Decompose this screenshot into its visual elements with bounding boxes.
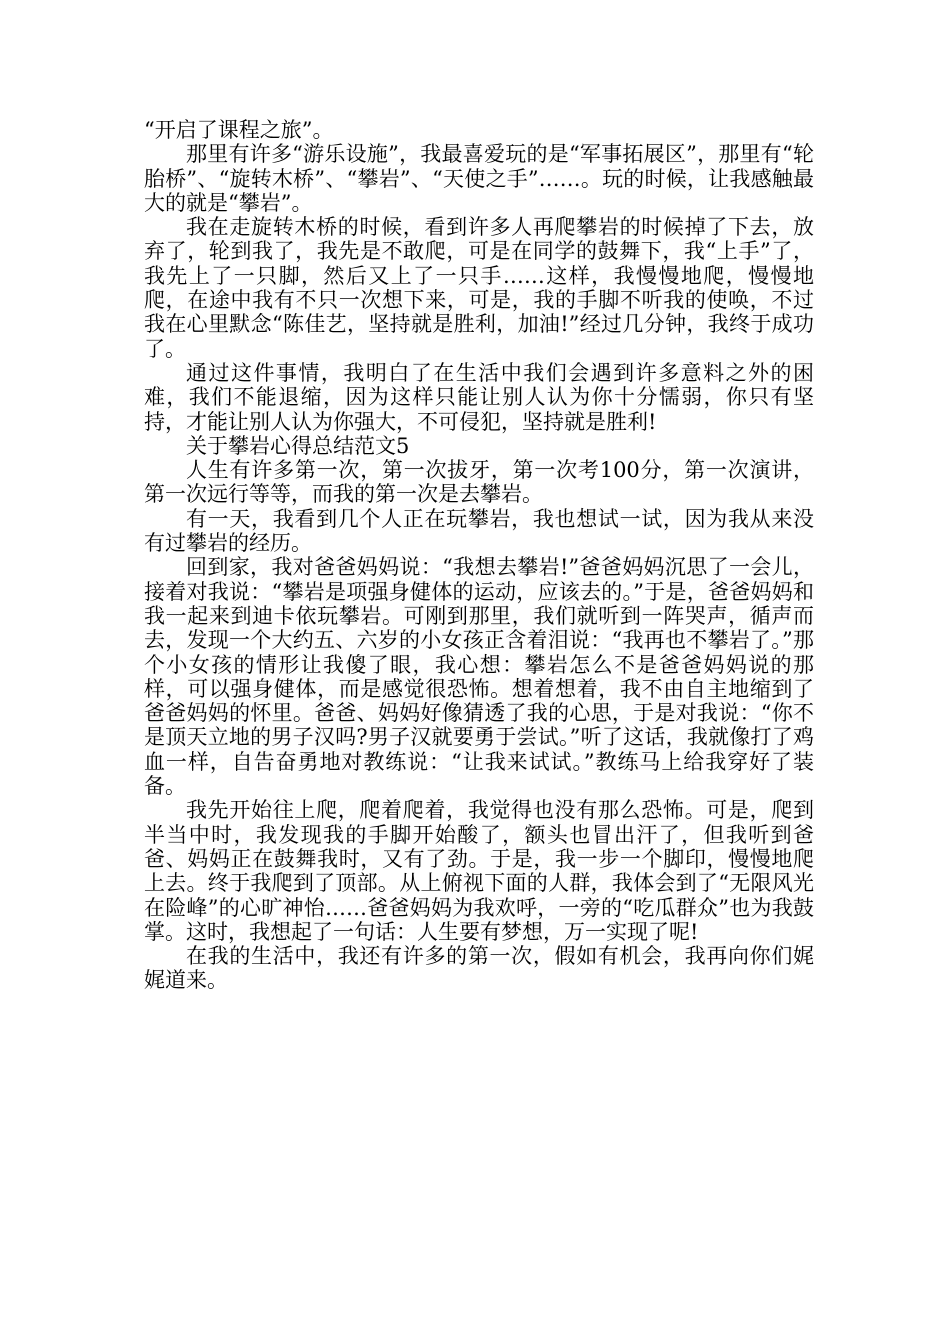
paragraph-facilities: 那里有许多“游乐设施”，我最喜爱玩的是“军事拓展区”，那里有“轮胎桥”、“旋转木桥”、“攀岩”、“天使之手”……。玩的时候，让我感触最大的就是“攀岩”。 — [144, 142, 814, 215]
document-page — [144, 118, 814, 993]
section-heading: 关于攀岩心得总结范文5 — [186, 433, 410, 458]
paragraph-firsts: 人生有许多第一次，第一次拔牙，第一次考100分，第一次演讲，第一次远行等等，而我的第一次是去攀岩。 — [144, 458, 814, 507]
paragraph-continuation: “开启了课程之旅”。 — [144, 118, 334, 142]
paragraph-one-day: 有一天，我看到几个人正在玩攀岩，我也想试一试，因为我从来没有过攀岩的经历。 — [144, 506, 814, 556]
paragraph-climbing-up: 我先开始往上爬，爬着爬着，我觉得也没有那么恐怖。可是，爬到半当中时，我发现我的手脚开始酸了，额头也冒出汗了，但我听到爸爸、妈妈正在鼓舞我时，又有了劲。于是，我一步一个脚印，慢慢地爬上去。终于我爬到了顶部。从上俯视下面的人群，我体会到了“无限风光在险峰”的心旷神怡……爸爸妈妈为我欢呼，一旁的“吃瓜群众”也为我鼓掌。这时，我想起了一句话：人生要有梦想，万一实现了呢! — [144, 798, 814, 944]
paragraph-conclusion: 在我的生活中，我还有许多的第一次，假如有机会，我再向你们娓娓道来。 — [144, 944, 814, 993]
paragraph-rock-climbing: 我在走旋转木桥的时候，看到许多人再爬攀岩的时候掉了下去，放弃了，轮到我了，我先是不敢爬，可是在同学的鼓舞下，我“上手”了，我先上了一只脚，然后又上了一只手……这样，我慢慢地爬，慢慢地爬，在途中我有不只一次想下来，可是，我的手脚不听我的使唤，不过我在心里默念“陈佳艺，坚持就是胜利，加油!”经过几分钟，我终于成功了。 — [144, 215, 814, 361]
paragraph-at-home: 回到家，我对爸爸妈妈说：“我想去攀岩!”爸爸妈妈沉思了一会儿，接着对我说：“攀岩是项强身健体的运动，应该去的。”于是，爸爸妈妈和我一起来到迪卡依玩攀岩。可刚到那里，我们就听到一阵哭声，循声而去，发现一个大约五、六岁的小女孩正含着泪说：“我再也不攀岩了。”那个小女孩的情形让我傻了眼，我心想：攀岩怎么不是爸爸妈妈说的那样，可以强身健体，而是感觉很恐怖。想着想着，我不由自主地缩到了爸爸妈妈的怀里。爸爸、妈妈好像猜透了我的心思，于是对我说：“你不是顶天立地的男子汉吗?男子汉就要勇于尝试。”听了这话，我就像打了鸡血一样，自告奋勇地对教练说：“让我来试试。”教练马上给我穿好了装备。 — [144, 555, 814, 799]
paragraph-lesson: 通过这件事情，我明白了在生活中我们会遇到许多意料之外的困难，我们不能退缩，因为这样只能让别人认为你十分懦弱，你只有坚持，才能让别人认为你强大，不可侵犯，坚持就是胜利! — [144, 360, 814, 434]
